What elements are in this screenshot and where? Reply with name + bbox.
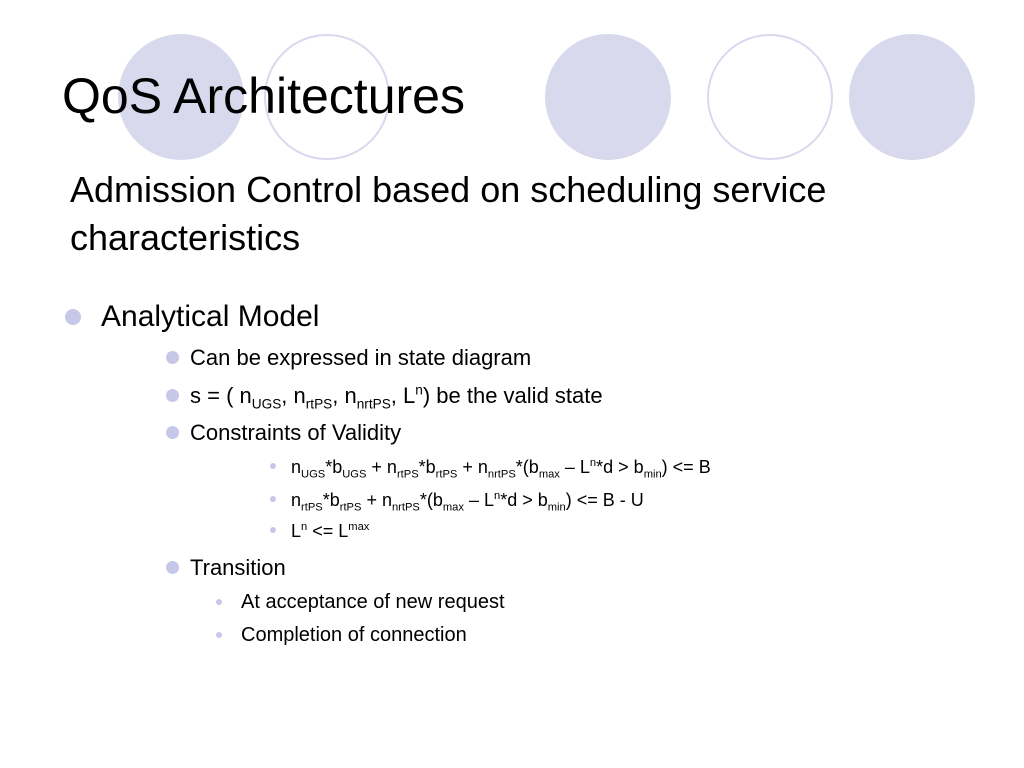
constraint-3: $L^n <= L^{max}$ [291, 521, 370, 541]
bullet-state-definition: s = ( $n_{UGS}$, $n_{rtPS}$, $n_{nrtPS}$, $L^n$) be the valid state [190, 382, 603, 412]
transition-item-completion: Completion of connection [241, 624, 467, 646]
bullet-analytical-model: Analytical Model [101, 300, 320, 333]
decor-circle-5 [849, 34, 975, 160]
constraint-2: $n_{rtPS}*b_{rtPS} + n_{nrtPS}*(b_{max} - L^n*d > b_{min}) <= B - U$ [291, 490, 644, 514]
bullet-dot-l3-5 [216, 632, 222, 638]
slide-subtitle: Admission Control based on scheduling service characteristics [70, 169, 827, 258]
bullet-dot-l3-1 [270, 463, 276, 469]
decor-circle-3 [545, 34, 671, 160]
bullet-dot-l3-4 [216, 599, 222, 605]
constraint-1: $n_{UGS}*b_{UGS} + n_{rtPS}*b_{rtPS} + n_{nrtPS}*(b_{max} - L^n*d > b_{min}) <= B$ [291, 457, 711, 481]
bullet-dot-l3-2 [270, 496, 276, 502]
bullet-state-diagram: Can be expressed in state diagram [190, 345, 532, 370]
slide-title: QoS Architectures [62, 68, 465, 124]
transition-item-acceptance: At acceptance of new request [241, 591, 505, 613]
decor-circle-4 [707, 34, 833, 160]
bullet-dot-l2-4 [166, 561, 179, 574]
bullet-constraints: Constraints of Validity [190, 420, 402, 445]
bullet-transition: Transition [190, 555, 286, 580]
bullet-dot-l2-1 [166, 351, 179, 364]
bullet-dot-l1 [65, 309, 81, 325]
bullet-dot-l2-2 [166, 389, 179, 402]
bullet-dot-l2-3 [166, 426, 179, 439]
bullet-dot-l3-3 [270, 527, 276, 533]
